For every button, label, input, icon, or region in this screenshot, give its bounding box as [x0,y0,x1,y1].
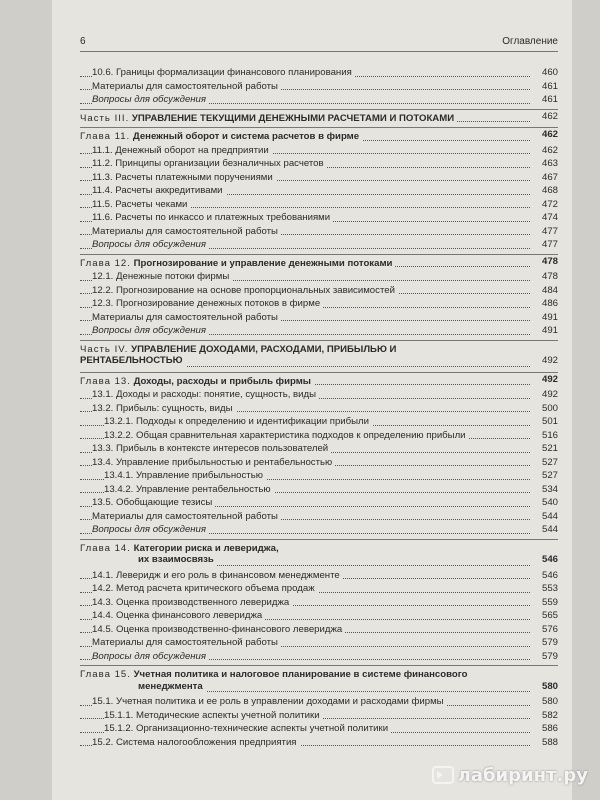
toc-entry [80,254,558,271]
toc-title: Материалы для самостоятельной работы [92,511,281,522]
toc-page: 492 [539,354,558,368]
toc-entry [80,695,558,709]
toc-page: 521 [539,442,558,456]
toc-title: Вопросы для обсуждения [92,94,209,105]
toc-page: 484 [539,284,558,298]
page-number: 6 [80,36,86,47]
toc-title: 12.3. Прогнозирование денежных потоков в фирме [92,298,323,309]
toc-title: 14.5. Оценка производственно-финансового левериджа [92,624,345,635]
toc-title: Вопросы для обсуждения [92,239,209,250]
toc-label: Часть IV. [80,343,129,355]
toc-page: 472 [539,198,558,212]
toc-entry [80,623,558,637]
toc-entry [80,80,558,94]
toc-entry [80,284,558,298]
toc-title: 13.4.1. Управление прибыльностью [104,470,266,481]
toc-title: Материалы для самостоятельной работы [92,81,281,92]
toc-title: 14.4. Оценка финансового левериджа [92,610,265,621]
toc-page: 462 [539,128,558,142]
toc-entry [80,144,558,158]
toc-entry [80,736,558,750]
toc-title: 11.6. Расчеты по инкассо и платежных требованиями [92,212,333,223]
toc-page: 579 [539,650,558,664]
toc-page: 492 [539,388,558,402]
toc-entry [80,184,558,198]
toc-title: 13.2. Прибыль: сущность, виды [92,403,236,414]
toc-entry [80,311,558,325]
toc-page: 544 [539,523,558,537]
toc-entry [80,582,558,596]
toc-title: 11.3. Расчеты платежными поручениями [92,172,276,183]
toc-title: Материалы для самостоятельной работы [92,637,281,648]
toc-page: 460 [539,66,558,80]
toc-entry [80,569,558,583]
toc-entry [80,469,558,483]
toc-title: УПРАВЛЕНИЕ ТЕКУЩИМИ ДЕНЕЖНЫМИ РАСЧЕТАМИ И ПОТОКАМИ [131,112,455,124]
toc-entry [80,483,558,497]
toc-entry [80,429,558,443]
toc-title: 13.4. Управление прибыльностью и рентабельностью [92,457,335,468]
toc-title: 13.2.1. Подходы к определению и идентификации прибыли [104,416,372,427]
toc-page: 462 [539,110,558,124]
toc-page: 463 [539,157,558,171]
toc-entry [80,66,558,80]
toc-title: Вопросы для обсуждения [92,325,209,336]
toc-page: 467 [539,171,558,185]
toc-title: 14.3. Оценка производственного левериджа [92,597,292,608]
toc-title: Вопросы для обсуждения [92,524,209,535]
labirint-logo-icon [432,766,454,784]
toc-entry [80,198,558,212]
toc-entry [80,324,558,338]
toc-title: 15.1.1. Методические аспекты учетной политики [104,710,323,721]
toc-title: 15.1.2. Организационно-технические аспекты учетной политики [104,723,391,734]
toc-page: 462 [539,144,558,158]
table-of-contents [80,66,558,749]
toc-page: 486 [539,297,558,311]
toc-page: 534 [539,483,558,497]
toc-entry [80,665,558,695]
toc-label: Глава 13. [80,375,131,387]
toc-entry [80,270,558,284]
toc-entry [80,225,558,239]
toc-page: 491 [539,324,558,338]
toc-entry [80,442,558,456]
toc-title: 12.1. Денежные потоки фирмы [92,271,232,282]
toc-page: 565 [539,609,558,623]
toc-label: Глава 12. [80,257,131,269]
toc-title-cont: РЕНТАБЕЛЬНОСТЬЮ [80,354,186,368]
toc-entry [80,415,558,429]
watermark [432,765,588,786]
toc-page: 553 [539,582,558,596]
toc-entry [80,510,558,524]
toc-entry [80,609,558,623]
toc-title: 13.3. Прибыль в контексте интересов пользователей [92,443,331,454]
watermark-text: лабиринт.ру [457,765,588,786]
toc-title: 11.2. Принципы организации безналичных расчетов [92,158,327,169]
toc-title: 11.1. Денежный оборот на предприятии [92,145,272,156]
toc-entry [80,340,558,370]
toc-page: 461 [539,93,558,107]
toc-title: 14.2. Метод расчета критического объема продаж [92,583,318,594]
toc-page: 576 [539,623,558,637]
toc-page: 559 [539,596,558,610]
toc-page: 501 [539,415,558,429]
toc-entry [80,636,558,650]
toc-title-cont: их взаимосвязь [80,553,217,567]
toc-entry [80,297,558,311]
toc-page: 478 [539,270,558,284]
toc-entry [80,709,558,723]
toc-page: 586 [539,722,558,736]
toc-page: 546 [539,553,558,567]
toc-title: 13.4.2. Управление рентабельностью [104,484,274,495]
toc-entry [80,456,558,470]
toc-title: Материалы для самостоятельной работы [92,312,281,323]
toc-page: 477 [539,238,558,252]
toc-title: 13.2.2. Общая сравнительная характеристика подходов к определению прибыли [104,430,469,441]
toc-title: 14.1. Леверидж и его роль в финансовом менеджменте [92,570,343,581]
toc-title: 13.1. Доходы и расходы: понятие, сущность, виды [92,389,319,400]
toc-entry [80,496,558,510]
toc-entry [80,127,558,144]
toc-title: 10.6. Границы формализации финансового планирования [92,67,355,78]
toc-page: 579 [539,636,558,650]
toc-label: Глава 11. [80,131,131,142]
toc-page: 474 [539,211,558,225]
toc-page: 468 [539,184,558,198]
toc-title: 11.5. Расчеты чеками [92,199,190,210]
toc-page: 491 [539,311,558,325]
toc-title: УПРАВЛЕНИЕ ДОХОДАМИ, РАСХОДАМИ, ПРИБЫЛЬЮ И [131,343,397,355]
toc-page: 492 [539,373,558,387]
toc-entry [80,388,558,402]
toc-page: 461 [539,80,558,94]
toc-title-cont: менеджмента [80,680,206,694]
running-title: Оглавление [502,36,558,47]
toc-page: 527 [539,456,558,470]
toc-page: 580 [539,680,558,694]
toc-entry [80,211,558,225]
toc-entry [80,93,558,107]
toc-page: 478 [539,255,558,269]
toc-page: 580 [539,695,558,709]
toc-title: Категории риска и левериджа, [133,542,279,554]
toc-title: Денежный оборот и система расчетов в фирме [132,131,360,142]
toc-title: 12.2. Прогнозирование на основе пропорциональных зависимостей [92,285,398,296]
toc-title: Материалы для самостоятельной работы [92,226,281,237]
toc-entry [80,372,558,389]
toc-page: 544 [539,510,558,524]
toc-page: 540 [539,496,558,510]
toc-entry [80,650,558,664]
toc-title: 15.1. Учетная политика и ее роль в управлении доходами и расходами фирмы [92,696,447,707]
toc-page: 516 [539,429,558,443]
toc-entry [80,238,558,252]
toc-page: 546 [539,569,558,583]
toc-entry [80,722,558,736]
toc-entry [80,109,558,126]
toc-entry [80,539,558,569]
toc-title: 13.5. Обобщающие тезисы [92,497,215,508]
toc-title: Прогнозирование и управление денежными потоками [133,257,393,269]
toc-entry [80,402,558,416]
toc-entry [80,171,558,185]
toc-title: 11.4. Расчеты аккредитивами [92,185,226,196]
toc-label: Часть III. [80,112,130,124]
toc-page: 477 [539,225,558,239]
toc-title: Доходы, расходы и прибыль фирмы [133,375,312,387]
toc-title: Вопросы для обсуждения [92,651,209,662]
toc-entry [80,596,558,610]
toc-entry [80,523,558,537]
toc-page: 500 [539,402,558,416]
toc-title: Учетная политика и налоговое планирование в системе финансового [133,669,468,680]
toc-label: Глава 15. [80,669,131,680]
running-header [80,36,558,52]
toc-title: 15.2. Система налогообложения предприятия [92,737,300,748]
toc-label: Глава 14. [80,542,131,554]
toc-page: 588 [539,736,558,750]
toc-entry [80,157,558,171]
toc-page: 582 [539,709,558,723]
toc-page: 527 [539,469,558,483]
